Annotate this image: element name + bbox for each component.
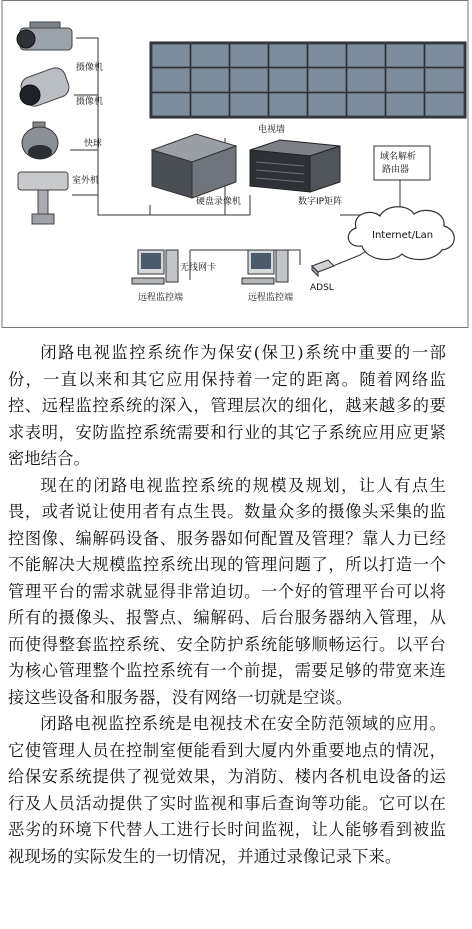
- ip-matrix-label: 数字IP矩阵: [298, 197, 343, 207]
- paragraph: 现在的闭路电视监控系统的规模及规划，让人有点生畏，或者说让使用者有点生畏。数量众多的摄像头采集的监控图像、编解码设备、服务器如何配置及管理？靠人力已经不能解决大规模监控系统出现的管理问题了，所以打造一个管理平台的需求就显得非常迫切。一个好的管理平台可以将所有的摄像头、报警点、编解码、后台服务器纳入管理，从而使得整套监控系统、安全防护系统能够顺畅运行。以平台为核心管理整个监控系统有一个前提，需要足够的带宽来连接这些设备和服务器，没有网络一切就是空谈。: [8, 475, 446, 707]
- wireless-card-label: 无线网卡: [180, 263, 217, 273]
- dvr-label: 硬盘录像机: [196, 197, 242, 207]
- outdoor-label: 室外机: [72, 176, 100, 186]
- article-body: [0, 340, 472, 870]
- dns-router-label-2: 路由器: [382, 165, 410, 175]
- dns-router-label-1: 域名解析: [380, 152, 417, 162]
- tv-wall-screens: [150, 42, 466, 118]
- internet-label: Internet/Lan: [372, 230, 434, 241]
- network-diagram: [0, 0, 472, 328]
- adsl-label: ADSL: [310, 283, 334, 293]
- dome-label: 快球: [84, 139, 103, 149]
- computer-icon: [242, 250, 288, 284]
- remote-label-1: 远程监控端: [138, 293, 184, 303]
- remote-label-2: 远程监控端: [248, 293, 294, 303]
- paragraph: 闭路电视监控系统作为保安(保卫)系统中重要的一部份，一直以来和其它应用保持着一定的距离。随着网络监控、远程监控系统的深入，管理层次的细化，越来越多的要求表明，安防监控系统需要和行业的其它子系统应用应更紧密地结合。: [8, 343, 446, 468]
- camera-label-2: 摄像机: [76, 97, 104, 107]
- paragraph: 闭路电视监控系统是电视技术在安全防范领域的应用。它使管理人员在控制室便能看到大厦内外重要地点的情况，给保安系统提供了视觉效果，为消防、楼内各机电设备的运行及人员活动提供了实时监视和事后查询等功能。它可以在恶劣的环境下代替人工进行长时间监视，让人能够看到被监视现场的实际发生的一切情况，并通过录像记录下来。: [8, 714, 446, 866]
- camera-label-1: 摄像机: [76, 63, 104, 73]
- tv-wall-label: 电视墙: [258, 125, 286, 135]
- computer-icon: [132, 250, 178, 284]
- ip-matrix-icon: [250, 140, 340, 192]
